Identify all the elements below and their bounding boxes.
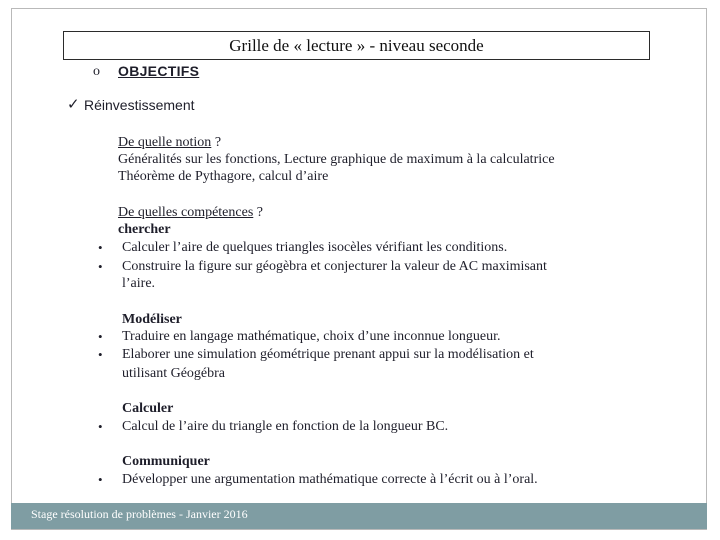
page-title: Grille de « lecture » - niveau seconde <box>63 31 650 60</box>
list-item-continuation: utilisant Géogébra <box>122 366 226 381</box>
competences-heading: De quelles compétences <box>118 205 254 220</box>
section-label-modeliser: Modéliser <box>122 312 182 327</box>
bullet-icon: • <box>98 472 103 487</box>
list-item: Elaborer une simulation géométrique prenant appui sur la modélisation et <box>122 347 534 362</box>
notion-question <box>118 134 221 151</box>
checkmark-icon: ✓ <box>67 95 80 113</box>
list-item: Traduire en langage mathématique, choix d’une inconnue longueur. <box>122 329 501 344</box>
list-item-continuation: l’aire. <box>122 276 156 291</box>
list-item: Développer une argumentation mathématique correcte à l’écrit ou à l’oral. <box>122 472 538 487</box>
notion-question-mark: ? <box>211 135 222 150</box>
reinvestissement-label: Réinvestissement <box>84 97 195 113</box>
bullet-icon: • <box>98 329 103 344</box>
competences-question <box>118 204 263 221</box>
bullet-icon: • <box>98 347 103 362</box>
bullet-icon: • <box>98 259 103 274</box>
bullet-icon: • <box>98 240 103 255</box>
notion-heading: De quelle notion <box>118 135 212 150</box>
competences-question-mark: ? <box>253 205 263 220</box>
objectifs-heading: OBJECTIFS <box>118 63 200 79</box>
footer-text: Stage résolution de problèmes - Janvier 2016 <box>31 507 248 521</box>
section-label-calculer: Calculer <box>122 401 174 416</box>
list-item: Calcul de l’aire du triangle en fonction de la longueur BC. <box>122 419 449 434</box>
section-label-chercher: chercher <box>118 222 171 237</box>
notion-line: Généralités sur les fonctions, Lecture graphique de maximum à la calculatrice <box>118 152 555 167</box>
objectifs-bullet-icon: o <box>93 64 100 79</box>
section-label-communiquer: Communiquer <box>122 454 210 469</box>
bullet-icon: • <box>98 419 103 434</box>
list-item: Calculer l’aire de quelques triangles isocèles vérifiant les conditions. <box>122 240 508 255</box>
list-item: Construire la figure sur géogèbra et conjecturer la valeur de AC maximisant <box>122 259 547 274</box>
notion-line: Théorème de Pythagore, calcul d’aire <box>118 169 329 184</box>
